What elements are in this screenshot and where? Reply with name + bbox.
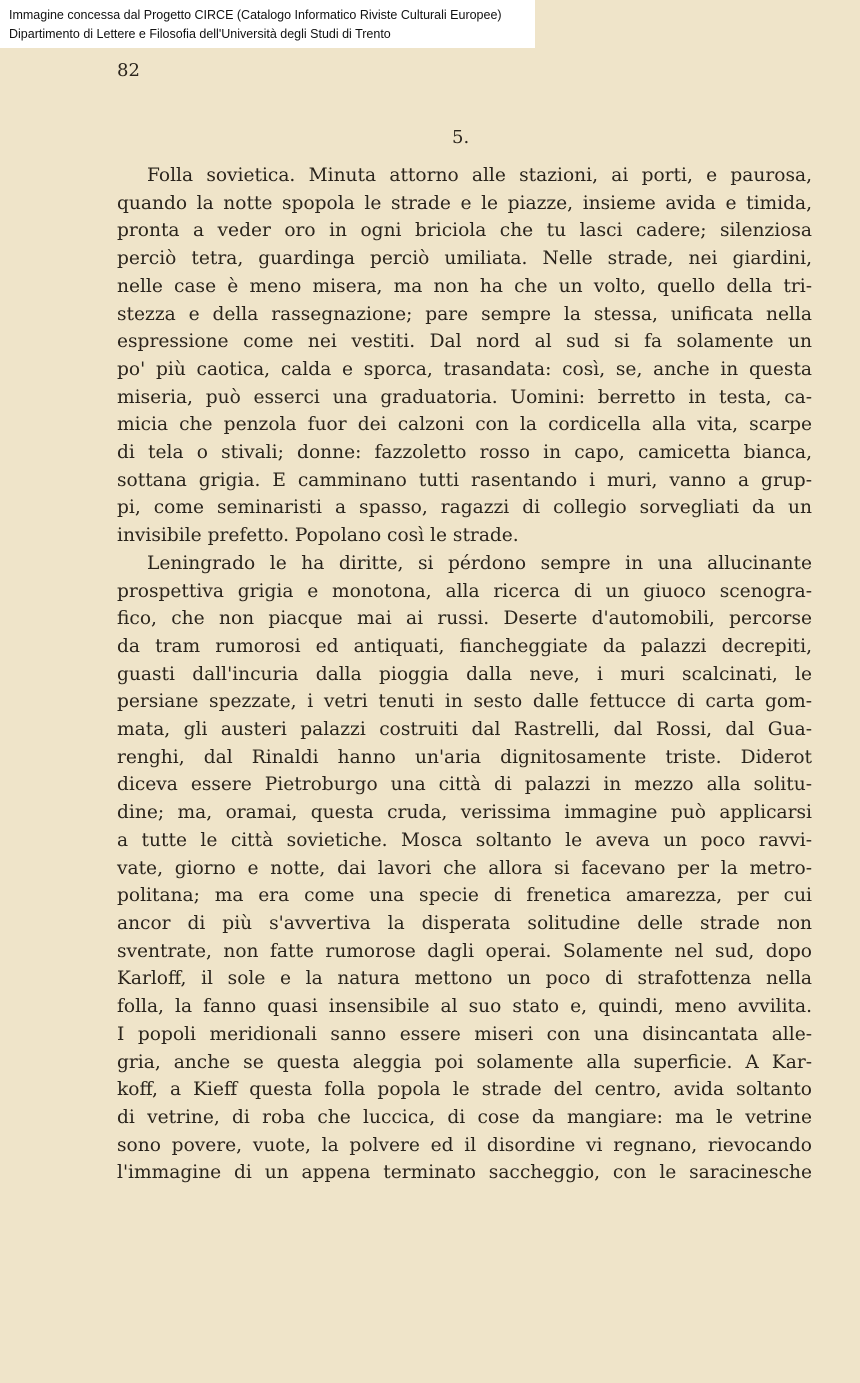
text-line: di tela o stivali; donne: fazzoletto rosso in capo, camicetta bianca, [117,442,812,464]
text-line: prospettiva grigia e monotona, alla ricerca di un giuoco scenogra- [117,580,812,602]
text-line: pronta a veder oro in ogni briciola che tu lasci cadere; silenziosa [117,220,812,242]
text-line: nelle case è meno misera, ma non ha che un volto, quello della tri- [117,275,812,297]
text-line: diceva essere Pietroburgo una città di palazzi in mezzo alla solitu- [117,774,812,796]
body-text [117,162,812,1187]
page-number: 82 [117,60,140,81]
text-line: renghi, dal Rinaldi hanno un'aria dignitosamente triste. Diderot [117,746,812,768]
text-line: koff, a Kieff questa folla popola le strade del centro, avida soltanto [117,1079,812,1101]
text-line: invisibile prefetto. Popolano così le strade. [117,525,519,547]
text-line: micia che penzola fuor dei calzoni con la cordicella alla vita, scarpe [117,414,812,436]
text-line: l'immagine di un appena terminato saccheggio, con le saracinesche [117,1162,812,1184]
text-line: sottana grigia. E camminano tutti rasentando i muri, vanno a grup- [117,469,812,491]
text-line: ancor di più s'avvertiva la disperata solitudine delle strade non [117,912,812,934]
text-line: pi, come seminaristi a spasso, ragazzi di collegio sorvegliati da un [117,497,812,519]
text-line: espressione come nei vestiti. Dal nord al sud si fa solamente un [117,331,812,353]
text-line: stezza e della rassegnazione; pare sempre la stessa, unificata nella [117,303,812,325]
text-line: fico, che non piacque mai ai russi. Deserte d'automobili, percorse [117,608,812,630]
text-line: folla, la fanno quasi insensibile al suo stato e, quindi, meno avvilita. [117,996,812,1018]
text-line: vate, giorno e notte, dai lavori che allora si facevano per la metro- [117,857,812,879]
text-line: I popoli meridionali sanno essere miseri con una disincantata alle- [117,1023,812,1045]
credit-banner [0,0,535,48]
text-line: sono povere, vuote, la polvere ed il disordine vi regnano, rievocando [117,1134,812,1156]
text-line: a tutte le città sovietiche. Mosca soltanto le aveva un poco ravvi- [117,829,812,851]
text-line: guasti dall'incuria dalla pioggia dalla neve, i muri scalcinati, le [117,663,812,685]
text-line: sventrate, non fatte rumorose dagli operai. Solamente nel sud, dopo [117,940,812,962]
credit-line-2: Dipartimento di Lettere e Filosofia dell'Università degli Studi di Trento [9,27,391,41]
text-line: dine; ma, oramai, questa cruda, verissima immagine può applicarsi [117,802,812,824]
text-line: perciò tetra, guardinga perciò umiliata. Nelle strade, nei giardini, [117,248,812,270]
text-line: po' più caotica, calda e sporca, trasandata: così, se, anche in questa [117,358,812,380]
text-line: politana; ma era come una specie di frenetica amarezza, per cui [117,885,812,907]
text-line: di vetrine, di roba che luccica, di cose da mangiare: ma le vetrine [117,1106,812,1128]
text-line: Karloff, il sole e la natura mettono un poco di strafottenza nella [117,968,812,990]
text-line: miseria, può esserci una graduatoria. Uomini: berretto in testa, ca- [117,386,812,408]
text-line: Folla sovietica. Minuta attorno alle stazioni, ai porti, e paurosa, [147,165,812,186]
paragraph-2 [117,550,812,1187]
paragraph-1 [117,162,812,550]
text-line: mata, gli austeri palazzi costruiti dal Rastrelli, dal Rossi, dal Gua- [117,719,812,741]
text-line: Leningrado le ha diritte, si pérdono sempre in una allucinante [147,552,812,574]
text-line: quando la notte spopola le strade e le piazze, insieme avida e timida, [117,192,812,214]
text-line: da tram rumorosi ed antiquati, fiancheggiate da palazzi decrepiti, [117,635,812,657]
text-line: gria, anche se questa aleggia poi solamente alla superficie. A Kar- [117,1051,812,1073]
text-line: persiane spezzate, i vetri tenuti in sesto dalle fettucce di carta gom- [117,691,812,713]
credit-line-1: Immagine concessa dal Progetto CIRCE (Catalogo Informatico Riviste Culturali Europee) [9,8,502,22]
section-number: 5. [452,127,470,148]
